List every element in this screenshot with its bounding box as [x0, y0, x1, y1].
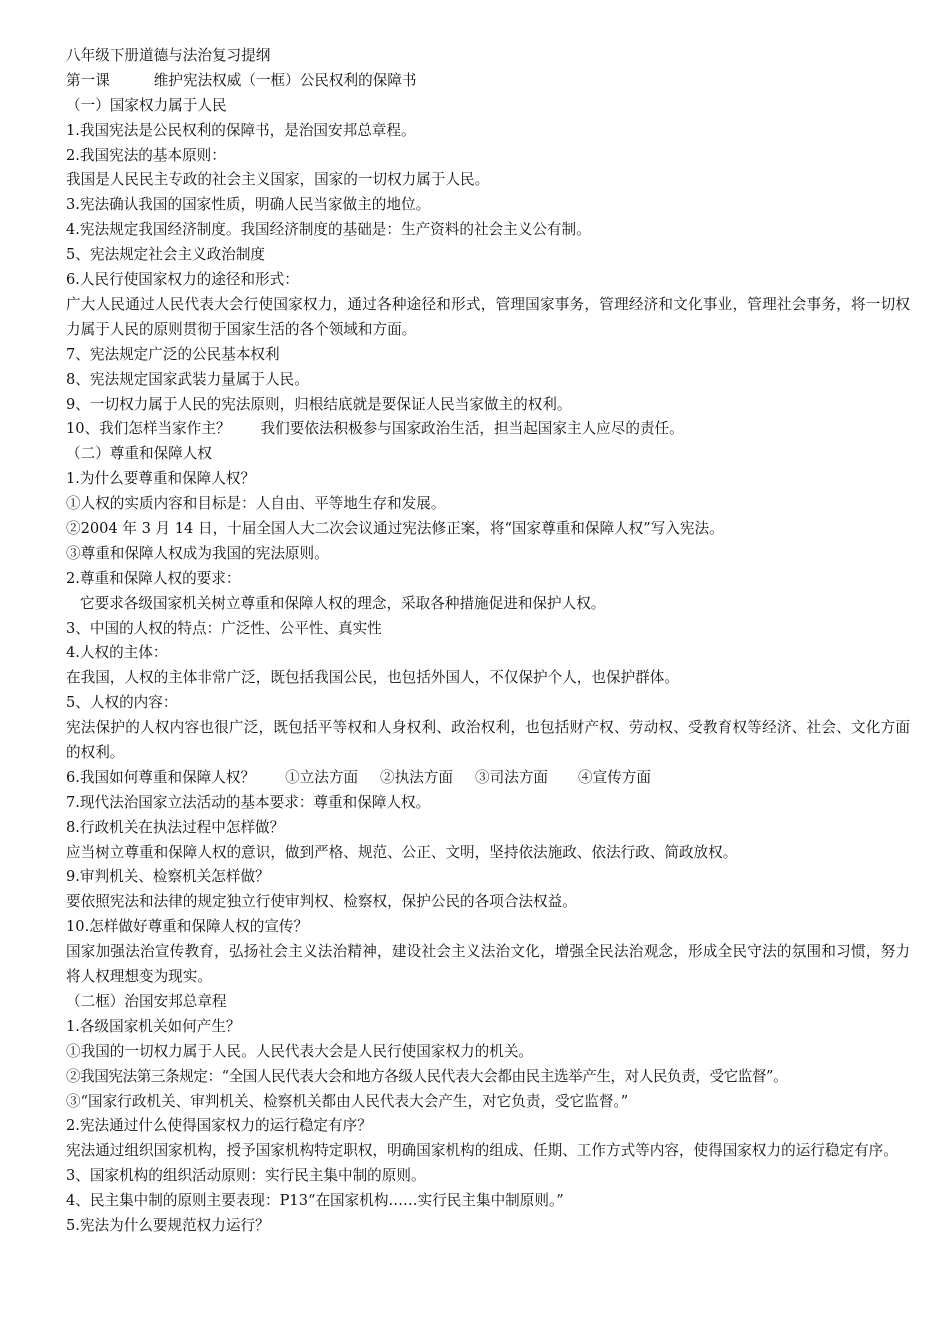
text-line: 我国是人民民主专政的社会主义国家，国家的一切权力属于人民。	[66, 171, 490, 189]
option-item: ②执法方面	[380, 768, 454, 786]
text-line: 5、宪法规定社会主义政治制度	[66, 246, 266, 264]
lesson-heading	[66, 69, 910, 94]
paragraph: 国家加强法治宣传教育，弘扬社会主义法治精神，建设社会主义法治文化，增强全民法治观念，形成全民守法的氛围和习惯，努力将人权理想变为现实。	[66, 943, 910, 986]
paragraph: 宪法通过组织国家机构，授予国家机构特定职权，明确国家机构的组成、任期、工作方式等内容，使得国家权力的运行稳定有序。	[66, 1142, 898, 1160]
text-line: 2.尊重和保障人权的要求：	[66, 569, 241, 587]
text-line: 7、宪法规定广泛的公民基本权利	[66, 345, 280, 363]
text-line: 5、人权的内容：	[66, 694, 178, 712]
text-line: 10.怎样做好尊重和保障人权的宣传？	[66, 918, 309, 936]
option-item: ④宣传方面	[578, 768, 651, 786]
text-line: 8.行政机关在执法过程中怎样做？	[66, 818, 285, 836]
text-line: 应当树立尊重和保障人权的意识，做到严格、规范、公正、文明，坚持依法施政、依法行政、简政放权。	[66, 843, 738, 861]
text-line: 要依照宪法和法律的规定独立行使审判权、检察权，保护公民的各项合法权益。	[66, 893, 577, 911]
text-line: 2.我国宪法的基本原则：	[66, 146, 226, 164]
section-heading: （二）尊重和保障人权	[66, 445, 212, 463]
text-line: ②2004 年 3 月 14 日，十届全国人大二次会议通过宪法修正案，将“国家尊重和保障人权”写入宪法。	[66, 519, 724, 537]
text-line: 1.我国宪法是公民权利的保障书，是治国安邦总章程。	[66, 121, 416, 139]
section-heading: （一）国家权力属于人民	[66, 96, 227, 114]
text-line: ①我国的一切权力属于人民。人民代表大会是人民行使国家权力的机关。	[66, 1042, 534, 1060]
text-line: 3、中国的人权的特点：广泛性、公平性、真实性	[66, 619, 382, 637]
text-line: 6.人民行使国家权力的途径和形式：	[66, 271, 299, 289]
qa-options-line	[66, 766, 910, 791]
text-line: 3、国家机构的组织活动原则：实行民主集中制的原则。	[66, 1167, 426, 1185]
text-line: 2.宪法通过什么使得国家权力的运行稳定有序？	[66, 1117, 372, 1135]
text-line: 4.宪法规定我国经济制度。我国经济制度的基础是：生产资料的社会主义公有制。	[66, 221, 591, 239]
text-line: 1.为什么要尊重和保障人权？	[66, 470, 256, 488]
question-text: 10、我们怎样当家作主？	[66, 420, 231, 438]
option-item: ③司法方面	[475, 768, 549, 786]
indented-line: 它要求各级国家机关树立尊重和保障人权的理念，采取各种措施促进和保护人权。	[80, 594, 606, 612]
text-line: 7.现代法治国家立法活动的基本要求：尊重和保障人权。	[66, 793, 431, 811]
document-title: 八年级下册道德与法治复习提纲	[66, 47, 271, 64]
text-line: 在我国，人权的主体非常广泛，既包括我国公民，也包括外国人，不仅保护个人，也保护群体。	[66, 669, 679, 687]
text-line: 1.各级国家机关如何产生？	[66, 1017, 241, 1035]
text-line: 4、民主集中制的原则主要表现：P13“在国家机构……实行民主集中制原则。”	[66, 1192, 564, 1210]
qa-line	[66, 417, 910, 442]
lesson-title: 维护宪法权威（一框）公民权利的保障书	[153, 71, 417, 89]
text-line: ①人权的实质内容和目标是：人自由、平等地生存和发展。	[66, 495, 446, 513]
text-line: 3.宪法确认我国的国家性质，明确人民当家做主的地位。	[66, 196, 431, 214]
answer-text: 我们要依法积极参与国家政治生活，担当起国家主人应尽的责任。	[260, 420, 684, 438]
text-line: ③尊重和保障人权成为我国的宪法原则。	[66, 544, 329, 562]
text-line: 9.审判机关、检察机关怎样做？	[66, 868, 270, 886]
lesson-label: 第一课	[66, 71, 110, 89]
paragraph: 宪法保护的人权内容也很广泛，既包括平等权和人身权利、政治权利，也包括财产权、劳动权、受教育权等经济、社会、文化方面的权利。	[66, 719, 910, 761]
text-line: 8、宪法规定国家武装力量属于人民。	[66, 370, 309, 388]
section-heading: （二框）治国安邦总章程	[66, 992, 227, 1010]
text-line: 4.人权的主体：	[66, 644, 168, 662]
question-text: 6.我国如何尊重和保障人权？	[66, 768, 256, 786]
option-item: ①立法方面	[285, 768, 359, 786]
text-line: ③“国家行政机关、审判机关、检察机关都由人民代表大会产生，对它负责，受它监督。”	[66, 1092, 629, 1110]
text-line: 9、一切权力属于人民的宪法原则，归根结底就是要保证人民当家做主的权利。	[66, 395, 572, 413]
text-line: 5.宪法为什么要规范权力运行？	[66, 1216, 270, 1234]
text-line: ②我国宪法第三条规定：“全国人民代表大会和地方各级人民代表大会都由民主选举产生，对人民负责，受它监督”。	[66, 1067, 788, 1085]
paragraph: 广大人民通过人民代表大会行使国家权力，通过各种途径和形式，管理国家事务，管理经济和文化事业，管理社会事务，将一切权力属于人民的原则贯彻于国家生活的各个领域和方面。	[66, 295, 910, 338]
